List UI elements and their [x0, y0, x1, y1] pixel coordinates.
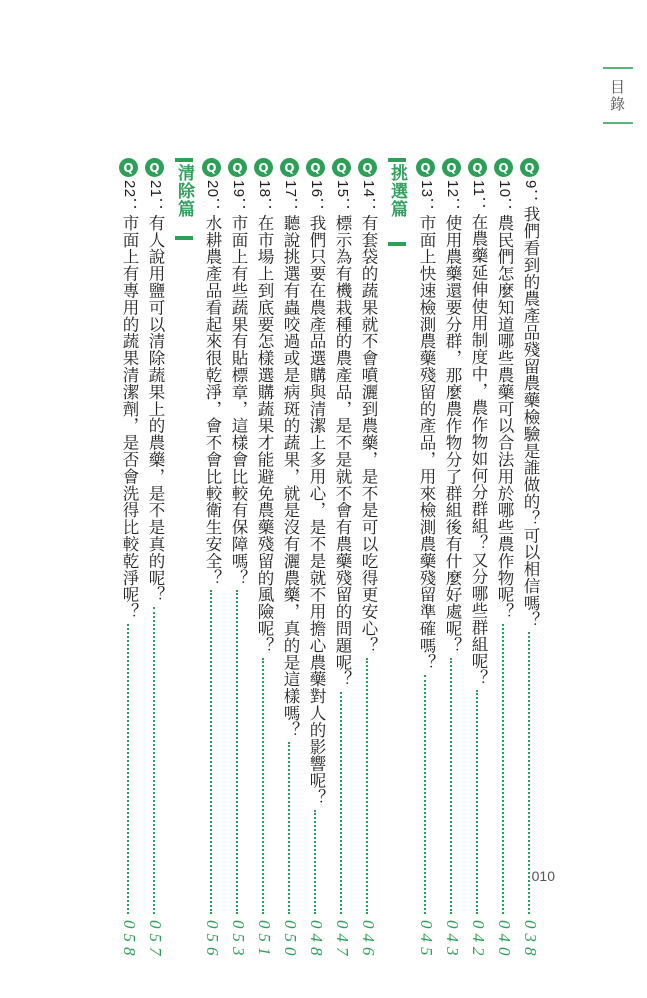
question-text: 市面上有專用的蔬果清潔劑，是否會洗得比較乾淨呢？	[120, 214, 139, 621]
toc-entry[interactable]	[252, 158, 276, 961]
question-number: 11	[470, 180, 487, 197]
q-badge-icon: Q	[202, 158, 221, 177]
page-ref: 056	[203, 920, 222, 961]
question-number: 20	[204, 180, 221, 198]
toc-entry[interactable]	[492, 158, 516, 961]
question-number: 12	[444, 180, 461, 198]
leader-dots	[424, 675, 426, 914]
toc-entry[interactable]	[466, 158, 490, 961]
page-ref: 053	[229, 920, 248, 961]
q-badge-icon: Q	[254, 158, 273, 177]
leader-dots	[288, 742, 290, 914]
toc-entry-text: 22：市面上有專用的蔬果清潔劑，是否會洗得比較乾淨呢？	[120, 180, 139, 621]
toc-entry[interactable]	[200, 158, 224, 961]
q-badge-icon: Q	[358, 158, 377, 177]
toc-entry-text: 20：水耕農產品看起來很乾淨，會不會比較衛生安全？	[203, 180, 222, 587]
toc-entry[interactable]	[356, 158, 380, 961]
toc-entry[interactable]	[226, 158, 250, 961]
question-number: 19	[230, 180, 247, 198]
q-badge-icon: Q	[145, 158, 164, 177]
question-number: 14	[360, 180, 377, 198]
toc-entry[interactable]	[304, 158, 328, 961]
q-badge-icon: Q	[332, 158, 351, 177]
toc-entry-text: 14：有套袋的蔬果就不會噴灑到農藥，是不是可以吃得更安心？	[359, 180, 378, 654]
leader-dots	[262, 658, 264, 914]
question-text: 有人說用鹽可以清除蔬果上的農藥，是不是真的呢？	[146, 214, 165, 604]
section-bar-top	[388, 158, 406, 162]
question-text: 標示為有機栽種的農產品，是不是就不會有農藥殘留的問題呢？	[333, 214, 352, 688]
page-ref: 043	[443, 920, 462, 961]
question-number: 21	[147, 180, 164, 198]
leader-dots	[127, 624, 129, 914]
toc-entry-text: 15：標示為有機栽種的農產品，是不是就不會有農藥殘留的問題呢？	[333, 180, 352, 688]
q-badge-icon: Q	[494, 158, 513, 177]
page-ref: 047	[333, 920, 352, 961]
q-badge-icon: Q	[119, 158, 138, 177]
question-text: 在農藥延伸使用制度中，農作物如何分群組？又分哪些群組呢？	[469, 213, 488, 687]
q-badge-icon: Q	[280, 158, 299, 177]
leader-dots	[476, 690, 478, 914]
leader-dots	[340, 692, 342, 914]
page-ref: 058	[120, 920, 139, 961]
question-number: 15	[334, 180, 351, 198]
toc-entry-text: 10：農民們怎麼知道哪些農藥可以合法用於哪些農作物呢？	[495, 180, 514, 621]
section-bar-top	[175, 158, 193, 162]
question-text: 農民們怎麼知道哪些農藥可以合法用於哪些農作物呢？	[495, 214, 514, 621]
tab-rule-bottom	[603, 122, 633, 124]
question-number: 10	[496, 180, 513, 198]
q-badge-icon: Q	[306, 158, 325, 177]
question-text: 我們看到的農產品殘留農藥檢驗是誰做的？可以相信嗎？	[521, 205, 540, 629]
question-text: 使用農藥還要分群，那麼農作物分了群組後有什麼好處呢？	[443, 214, 462, 654]
section-bar-bottom	[175, 236, 193, 240]
question-number: 22	[121, 180, 138, 198]
question-text: 有套袋的蔬果就不會噴灑到農藥，是不是可以吃得更安心？	[359, 214, 378, 654]
leader-dots	[502, 624, 504, 914]
q-badge-icon: Q	[228, 158, 247, 177]
tab-rule-top	[603, 67, 633, 69]
page-ref: 048	[307, 920, 326, 961]
page-ref: 051	[255, 920, 274, 961]
toc-entry-text: 11：在農藥延伸使用制度中，農作物如何分群組？又分哪些群組呢？	[469, 180, 488, 687]
toc-entry-text: 21：有人說用鹽可以清除蔬果上的農藥，是不是真的呢？	[146, 180, 165, 604]
page-number: 010	[531, 868, 555, 884]
toc-entry-text: 16：我們只要在農產品選購與清潔上多用心，是不是就不用擔心農藥對人的影響呢？	[307, 180, 326, 806]
toc-entry-text: 9：我們看到的農產品殘留農藥檢驗是誰做的？可以相信嗎？	[521, 180, 540, 629]
toc-entry[interactable]	[440, 158, 464, 961]
leader-dots	[314, 810, 316, 914]
toc-entry-text: 18：在市場上到底要怎樣選購蔬果才能避免農藥殘留的風險呢？	[255, 180, 274, 654]
leader-dots	[236, 590, 238, 914]
section-heading-pick	[385, 158, 409, 248]
q-badge-icon: Q	[468, 158, 487, 177]
leader-dots	[450, 658, 452, 914]
section-heading-clean	[172, 158, 196, 248]
section-title: 清除篇	[174, 164, 194, 218]
question-number: 16	[308, 180, 325, 198]
toc-entry-text: 17：聽說挑選有蟲咬過或是病斑的蔬果，就是沒有灑農藥，真的是這樣嗎？	[281, 180, 300, 739]
toc-entry-text: 12：使用農藥還要分群，那麼農作物分了群組後有什麼好處呢？	[443, 180, 462, 654]
question-number: 9	[522, 180, 539, 189]
page-ref: 040	[495, 920, 514, 961]
question-text: 聽說挑選有蟲咬過或是病斑的蔬果，就是沒有灑農藥，真的是這樣嗎？	[281, 214, 300, 739]
page-ref: 050	[281, 920, 300, 961]
question-text: 我們只要在農產品選購與清潔上多用心，是不是就不用擔心農藥對人的影響呢？	[307, 214, 326, 806]
toc-entry[interactable]	[278, 158, 302, 961]
page-ref: 038	[521, 920, 540, 961]
leader-dots	[366, 658, 368, 914]
section-bar-bottom	[388, 242, 406, 246]
q-badge-icon: Q	[520, 158, 539, 177]
page-ref: 057	[146, 920, 165, 961]
question-number: 18	[256, 180, 273, 198]
toc-entry-text: 13：市面上快速檢測農藥殘留的產品，用來檢測農藥殘留準確嗎？	[417, 180, 436, 671]
toc-entry[interactable]	[143, 158, 167, 961]
toc-entry[interactable]	[518, 158, 542, 961]
question-text: 水耕農產品看起來很乾淨，會不會比較衛生安全？	[203, 214, 222, 587]
leader-dots	[153, 607, 155, 914]
question-text: 市面上快速檢測農藥殘留的產品，用來檢測農藥殘留準確嗎？	[417, 214, 436, 671]
q-badge-icon: Q	[442, 158, 461, 177]
q-badge-icon: Q	[416, 158, 435, 177]
section-title: 挑選篇	[387, 164, 407, 218]
question-number: 17	[282, 180, 299, 198]
toc-entry[interactable]	[117, 158, 141, 961]
toc-entry[interactable]	[414, 158, 438, 961]
page-ref: 046	[359, 920, 378, 961]
toc-entry[interactable]	[330, 158, 354, 961]
page-ref: 042	[469, 920, 488, 961]
toc-entry-text: 19：市面上有些蔬果有貼標章，這樣會比較有保障嗎？	[229, 180, 248, 587]
tab-label: 目錄	[608, 79, 626, 113]
question-text: 在市場上到底要怎樣選購蔬果才能避免農藥殘留的風險呢？	[255, 214, 274, 654]
question-text: 市面上有些蔬果有貼標章，這樣會比較有保障嗎？	[229, 214, 248, 587]
page-ref: 045	[417, 920, 436, 961]
question-number: 13	[418, 180, 435, 198]
leader-dots	[210, 590, 212, 914]
